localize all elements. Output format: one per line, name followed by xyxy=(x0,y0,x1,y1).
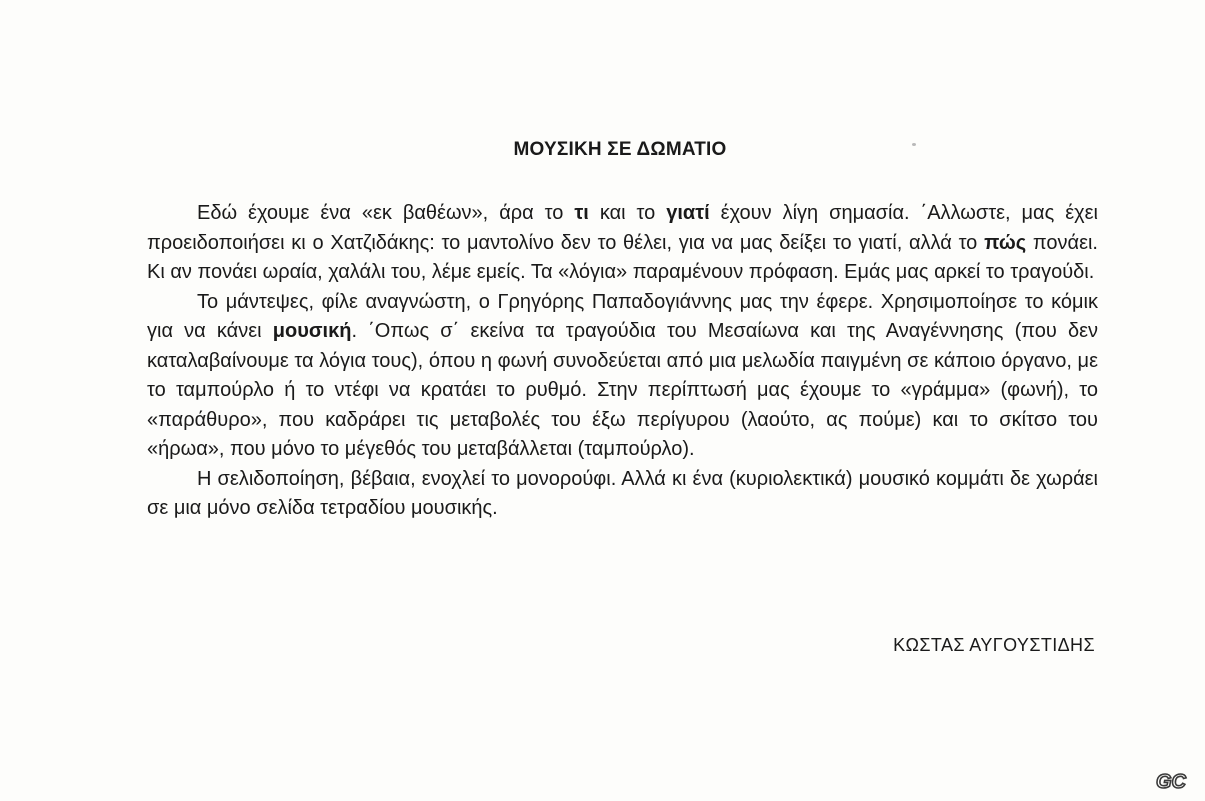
document-body xyxy=(147,199,1098,524)
text-run: Το μάντεψες, φίλε αναγνώστη, ο Γρηγόρης Παπαδογιάννης μας την έφερε. Χρησιμοποίησε το κόμικ για να κάνει xyxy=(147,290,1098,342)
author-signature: ΚΩΣΤΑΣ ΑΥΓΟΥΣΤΙΔΗΣ xyxy=(893,635,1095,655)
emphasized-word: γιατί xyxy=(666,202,710,224)
text-run: Η σελιδοποίηση, βέβαια, ενοχλεί το μονορούφι. Αλλά κι ένα (κυριολεκτικά) μουσικό κομμάτι δε χωράει σε μια μόνο σελίδα τετραδίου μουσικής. xyxy=(147,467,1098,519)
paragraph xyxy=(147,288,1098,465)
emphasized-word: πώς xyxy=(984,231,1027,254)
text-run: έχουν λίγη σημασία. ΄Αλλωστε, μας έχει προειδοποιήσει κι ο Χατζιδάκης: το μαντολίνο δεν το θέλει, για να μας δείξει το γιατί, αλλά το xyxy=(147,202,1098,254)
document-title: ΜΟΥΣΙΚΗ ΣΕ ΔΩΜΑΤΙΟ xyxy=(513,139,727,160)
watermark-text: GC xyxy=(1156,771,1186,792)
text-run: . ΄Οπως σ΄ εκείνα τα τραγούδια του Μεσαίωνα και της Αναγέννησης (που δεν καταλαβαίνουμε τα λόγια τους), όπου η φωνή συνοδεύεται από μια μελωδία παιγμένη σε κάποιο όργανο, με το ταμπούρλο ή το ντέφι να κρατάει το ρυθμό. Στην περίπτωσή μας έχουμε το «γράμμα» (φωνή), το «παράθυρο», που καδράρει τις μεταβολές του έξω περίγυρου (λαούτο, ας πούμε) και το σκίτσο του «ήρωα», που μόνο το μέγεθός του μεταβάλλεται (ταμπούρλο). xyxy=(147,320,1099,460)
paragraph xyxy=(147,199,1098,288)
text-run: πονάει. Κι αν πονάει ωραία, χαλάλι του, λέμε εμείς. Τα «λόγια» παραμένουν πρόφαση. Εμάς μας αρκεί το τραγούδι. xyxy=(147,231,1098,283)
gc-watermark-logo xyxy=(1154,770,1194,792)
emphasized-word: τι xyxy=(574,202,589,224)
text-run: και το xyxy=(588,202,667,224)
text-run: Εδώ έχουμε ένα «εκ βαθέων», άρα το xyxy=(197,202,575,224)
paragraph xyxy=(147,465,1098,524)
scan-speck xyxy=(912,143,916,146)
emphasized-word: μουσική xyxy=(272,320,352,342)
